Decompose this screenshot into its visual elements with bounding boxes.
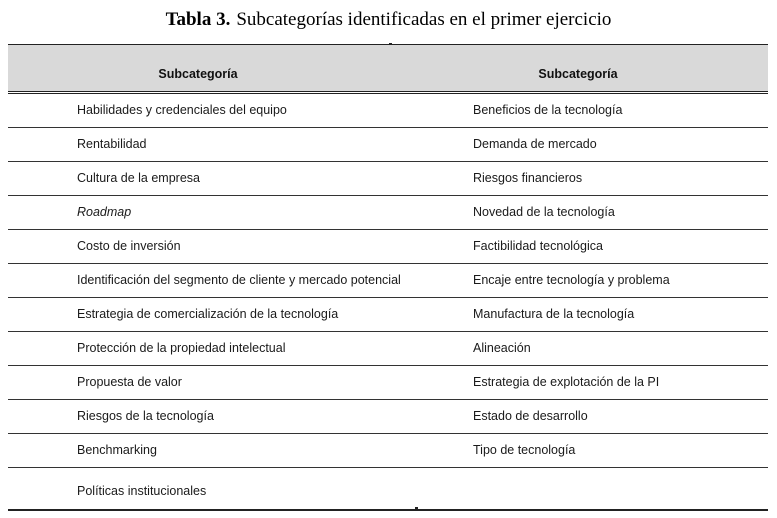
table-row: [8, 332, 768, 366]
cell-col1: Roadmap: [77, 205, 132, 219]
header-cell-col1: Subcategoría: [158, 67, 238, 81]
cell-col1: Protección de la propiedad intelectual: [77, 341, 286, 355]
table-row: [8, 230, 768, 264]
cell-col2: Encaje entre tecnología y problema: [473, 273, 670, 287]
cell-col2: Riesgos financieros: [473, 171, 583, 185]
cell-col2: Manufactura de la tecnología: [473, 307, 635, 321]
table-caption: [0, 9, 777, 31]
table-row: [8, 400, 768, 434]
cell-col2: Beneficios de la tecnología: [473, 103, 623, 117]
cell-col2: Novedad de la tecnología: [473, 205, 615, 219]
header-cell-col2: Subcategoría: [538, 67, 618, 81]
table-header: [8, 44, 768, 91]
table-row: [8, 162, 768, 196]
table-row: [8, 434, 768, 468]
subcategories-table: [8, 44, 768, 511]
divider-tick-bottom: [415, 507, 418, 510]
cell-col2: Demanda de mercado: [473, 137, 597, 151]
table-row: [8, 366, 768, 400]
table-row: [8, 264, 768, 298]
cell-col1: Políticas institucionales: [77, 484, 207, 498]
table-row: [8, 128, 768, 162]
cell-col2: Estrategia de explotación de la PI: [473, 375, 660, 389]
table-row: [8, 196, 768, 230]
table-row: [8, 468, 768, 511]
table-row: [8, 94, 768, 128]
cell-col1: Cultura de la empresa: [77, 171, 200, 185]
table-title: Subcategorías identificadas en el primer ejercicio: [236, 9, 612, 30]
cell-col1: Rentabilidad: [77, 137, 147, 151]
cell-col2: Tipo de tecnología: [473, 443, 576, 457]
table-row: [8, 298, 768, 332]
cell-col2: Alineación: [473, 341, 531, 355]
cell-col1: Propuesta de valor: [77, 375, 182, 389]
table-number: Tabla 3.: [165, 9, 231, 30]
cell-col1: Habilidades y credenciales del equipo: [77, 103, 287, 117]
cell-col2: Factibilidad tecnológica: [473, 239, 603, 253]
cell-col2: Estado de desarrollo: [473, 409, 588, 423]
cell-col1: Identificación del segmento de cliente y mercado potencial: [77, 273, 401, 287]
cell-col1: Benchmarking: [77, 443, 157, 457]
cell-col1: Costo de inversión: [77, 239, 181, 253]
cell-col1: Riesgos de la tecnología: [77, 409, 214, 423]
cell-col1: Estrategia de comercialización de la tecnología: [77, 307, 339, 321]
